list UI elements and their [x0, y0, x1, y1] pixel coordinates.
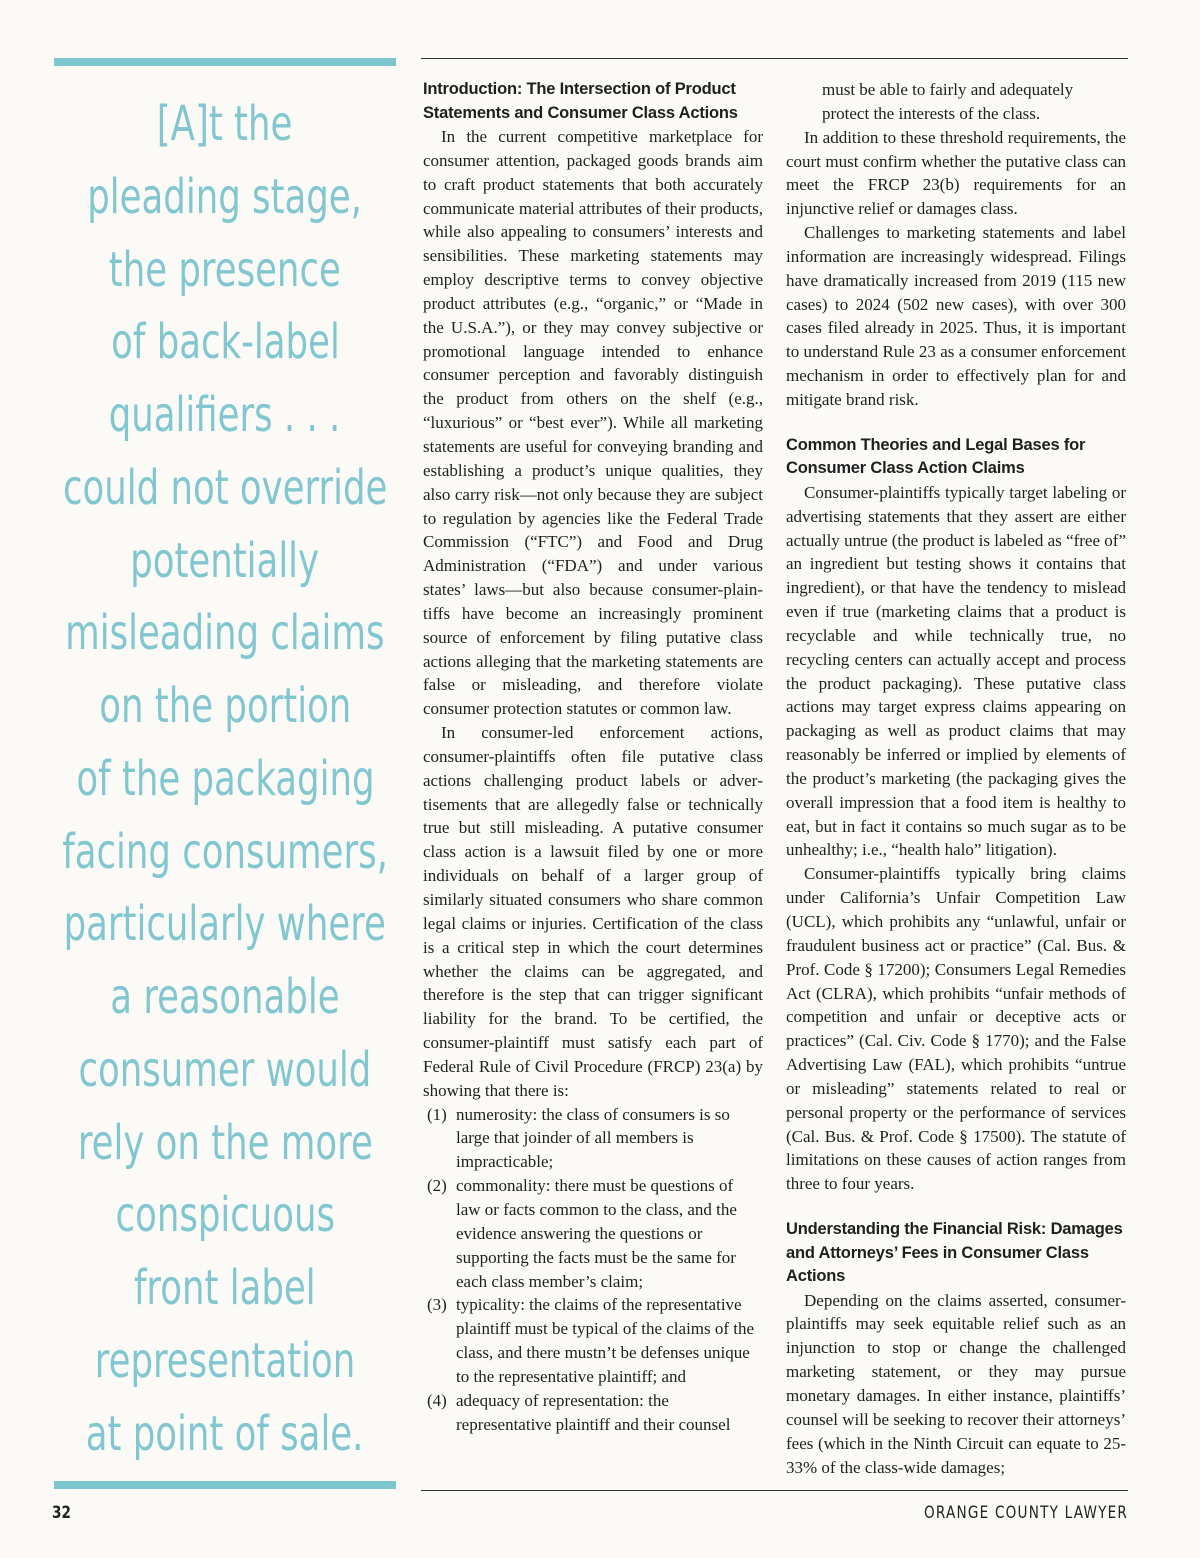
pull-quote-line: the presence	[108, 241, 342, 298]
list-item	[423, 1389, 763, 1437]
pull-quote-line: pleading stage,	[87, 168, 363, 225]
body-paragraph: Consumer-plaintiffs typically bring claims under California’s Unfair Competition Law (UCL), which prohibits any “unlawful, unfair or fraudulent business act or practice” (Cal. Bus. & Prof. Code § 17200); Consumers Legal Remedies Act (CLRA), which prohibits “unfair methods of competition and unfair or deceptive acts or practices” (Cal. Civ. Code § 1770); and the False Advertising Law (FAL), which prohibits “untrue or misleading” statements related to real or personal property or the performance of services (Cal. Bus. & Prof. Code § 17500). The statute of limitations on these causes of action ranges from three to four years.	[786, 864, 1126, 1194]
pull-quote-line: of the packaging	[75, 750, 375, 807]
body-paragraph: Consumer-plaintiffs typically target labeling or advertising statements that they assert are either actually untrue (the product is labeled as “free of” an ingredient but testing shows it contains that ingredient), or that have the tendency to mislead even if true (marketing claims that a product is recyclable and while technically true, no recycling centers can actually accept and process the product packaging). These putative class actions may target express claims appearing on packaging as well as product claims that may reasonably be inferred or implied by elements of the product’s marketing (the packaging gives the overall impression that a food item is healthy to eat, but in fact it contains so much sugar as to be unhealthy; i.e., “health halo” litigation).	[786, 482, 1126, 860]
pull-quote-line: of back-label	[110, 314, 340, 371]
pull-quote-bottom-rule	[54, 1481, 396, 1489]
list-item	[423, 1103, 763, 1175]
pull-quote-line: misleading claims	[65, 605, 385, 662]
column-bottom-rule	[421, 1490, 1128, 1491]
pull-quote-line: on the portion	[98, 678, 352, 735]
article-column-right	[786, 78, 1126, 1479]
body-paragraph: Depending on the claims asserted, consumer-plaintiffs may seek equitable relief such as an injunction to stop or change the challenged marketing statement, or they may pursue monetary damages. In either instance, plaintiffs’ counsel will be seeking to recover their attorneys’ fees (which in the Ninth Circuit can equate to 25-33% of the class-wide damages;	[786, 1290, 1126, 1477]
list-item-text: numerosity: the class of consumers is so large that joinder of all members is impracticable;	[456, 1104, 730, 1172]
article-column-left	[423, 78, 763, 1436]
body-paragraph: In addition to these threshold requirements, the court must confirm whether the putative class can meet the FRCP 23(b) requirements for an injunctive relief or damages class.	[786, 127, 1126, 219]
section-heading: Introduction: The Intersection of Product Statements and Consumer Class Actions	[423, 80, 738, 122]
pull-quote-line: could not override	[62, 459, 388, 516]
pull-quote-line: front label	[134, 1260, 316, 1317]
list-number: (1)	[427, 1104, 447, 1124]
publication-name: ORANGE COUNTY LAWYER	[923, 1503, 1128, 1523]
pull-quote-line: consumer would	[78, 1041, 372, 1098]
list-item	[423, 1293, 763, 1388]
requirements-list	[423, 1103, 763, 1437]
pull-quote-line: conspicuous	[115, 1187, 335, 1244]
list-item-text: typicality: the claims of the representative plaintiff must be typical of the claims of the class, and there mustn’t be defenses unique to the representative plaintiff; and	[456, 1295, 755, 1386]
body-paragraph: Challenges to marketing statements and label information are increasingly widespread. Filings have dramatically increased from 2019 (115 new cases) to 2024 (502 new cases), with over 300 cases filed already in 2025. Thus, it is important to understand Rule 23 as a consumer enforcement mechanism in order to effectively plan for and mitigate brand risk.	[786, 223, 1126, 409]
pull-quote-line: facing consumers,	[62, 823, 388, 880]
pull-quote-line: representation	[94, 1333, 356, 1390]
list-item-text: commonality: there must be questions of law or facts common to the class, and the evidence answering the questions or supporting the facts must be the same for each class member’s claim;	[456, 1176, 737, 1291]
column-top-rule	[421, 58, 1128, 59]
page-number: 32	[52, 1503, 71, 1523]
body-paragraph: In consumer-led enforcement actions, consumer-plaintiffs often file putative class actions challenging product labels or advertisements that are allegedly false or technically true but still misleading. A putative consumer class action is a lawsuit filed by one or more individuals on behalf of a larger group of similarly situated consumers who share common legal claims or injuries. Certification of the class is a critical step in which the court determines whether the claims can be aggregated, and therefore is the step that can trigger significant liability for the brand. To be certified, the consumer-plaintiff must satisfy each part of Federal Rule of Civil Procedure (FRCP) 23(a) by showing that there is:	[423, 723, 763, 1100]
list-item	[423, 1174, 763, 1293]
pull-quote-line: qualifiers . . .	[109, 387, 341, 444]
list-number: (3)	[427, 1295, 447, 1315]
list-number: (4)	[427, 1390, 447, 1410]
pull-quote-line: at point of sale.	[86, 1405, 364, 1462]
list-item-continued: must be able to fairly and adequately protect the interests of the class.	[822, 80, 1074, 123]
section-heading: Understanding the Financial Risk: Damages and Attorneys’ Fees in Consumer Class Actions	[786, 1220, 1123, 1286]
pull-quote-line: rely on the more	[77, 1114, 373, 1171]
pull-quote-line: a reasonable	[110, 969, 340, 1026]
body-paragraph: In the current competitive marketplace for consumer attention, packaged goods brands aim to craft product statements that both accurately communicate material attributes of their products, while also appealing to consumers’ interests and sensibilities. These marketing statements may employ descriptive terms to convey objective product attributes (e.g., “organic,” or “Made in the U.S.A.”), or they may convey subjective or promotional language intended to enhance consumer perception and favorably distinguish the product from others on the shelf (e.g., “luxurious” or “best ever”). While all marketing statements are useful for conveying branding and establishing a product’s unique qualities, they also carry risk—not only because they are subject to regulation by agencies like the Federal Trade Commission (“FTC”) and Food and Drug Administration (“FDA”) and under various states’ laws—but also because consumer-plaintiffs have become an increasingly prominent source of enforcement by filing putative class actions alleging that the marketing statements are false or misleading, and therefore violate consumer protection statutes or common law.	[423, 127, 763, 719]
pull-quote-line: particularly where	[63, 896, 387, 953]
pull-quote-line: potentially	[130, 532, 320, 589]
pull-quote-line: [A]t the	[157, 96, 293, 152]
section-heading: Common Theories and Legal Bases for Consumer Class Action Claims	[786, 435, 1086, 478]
pull-quote	[50, 94, 400, 1464]
list-item-text: adequacy of representation: the representative plaintiff and their counsel	[456, 1390, 731, 1434]
pull-quote-top-rule	[54, 58, 396, 66]
list-number: (2)	[427, 1176, 447, 1196]
